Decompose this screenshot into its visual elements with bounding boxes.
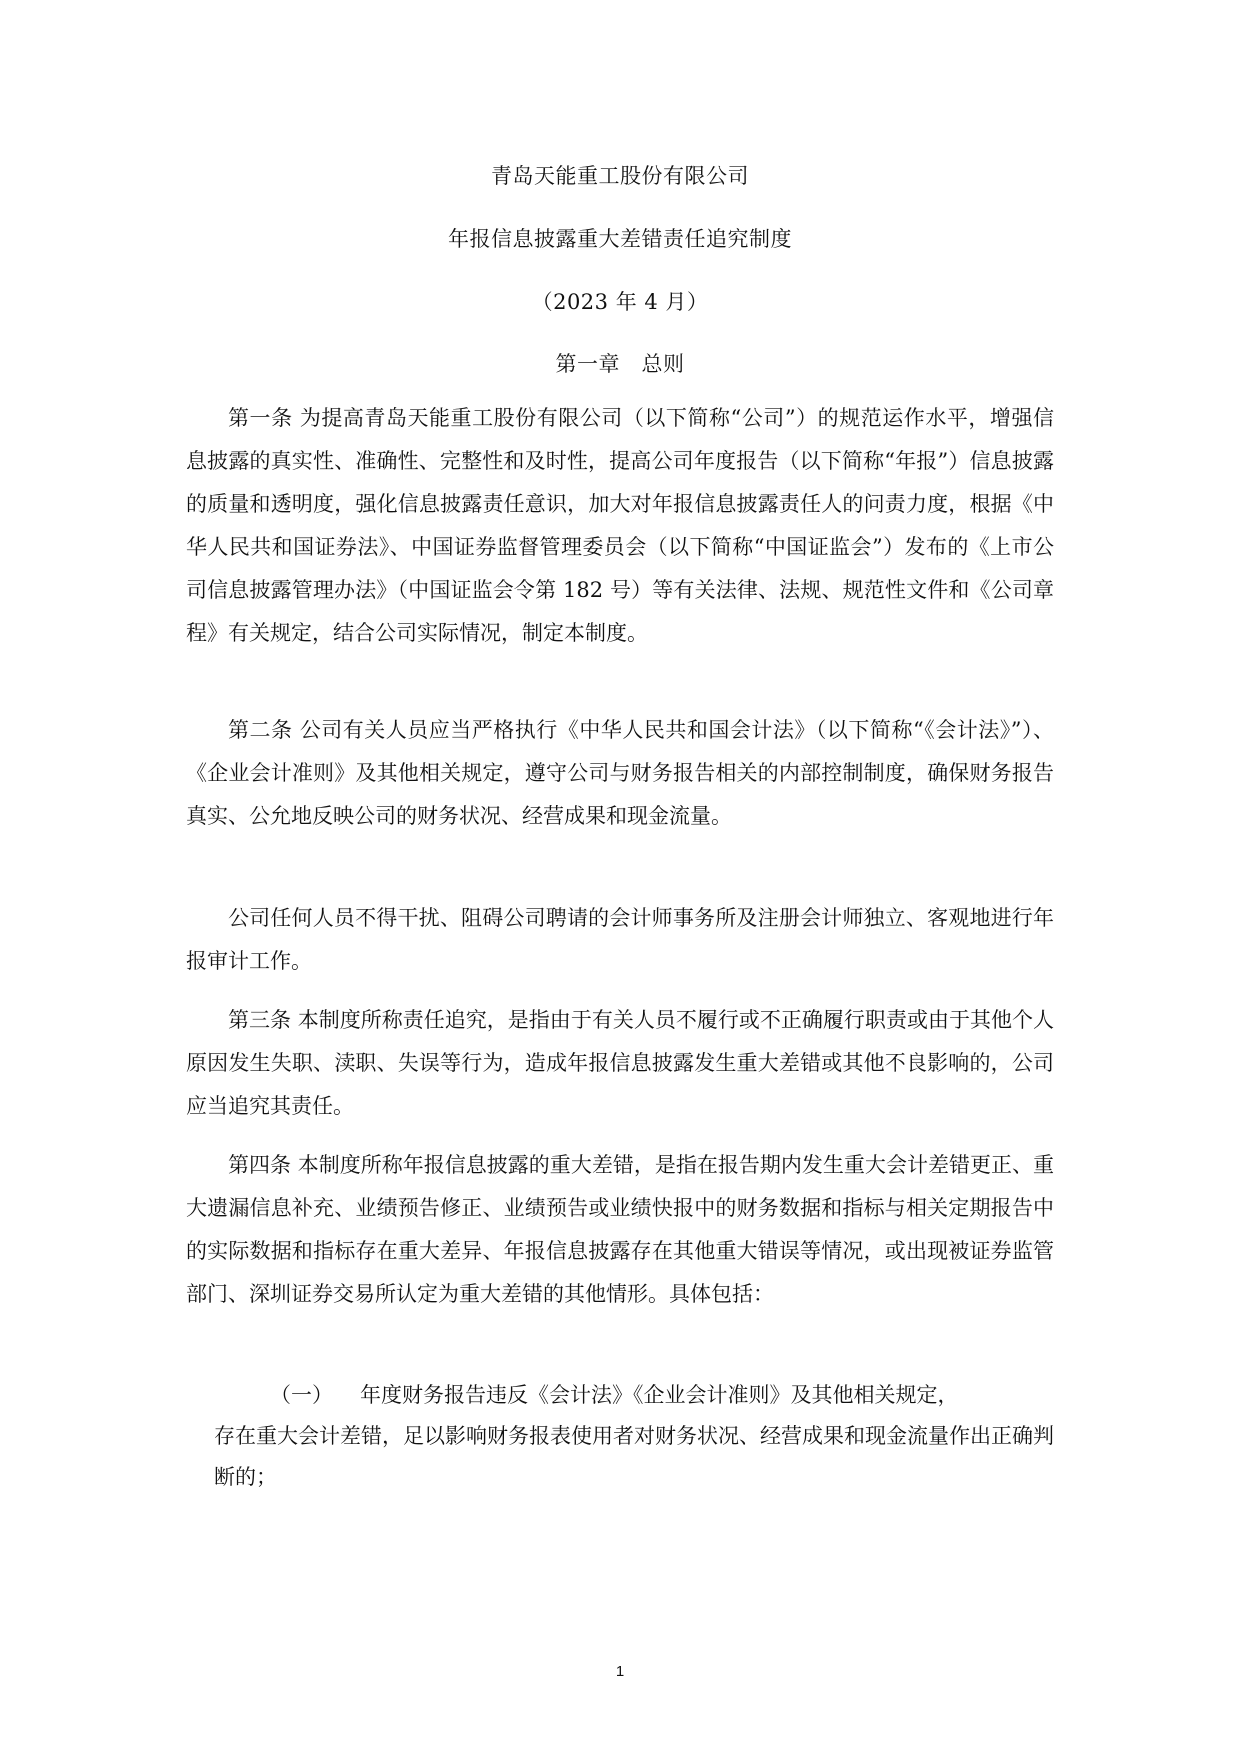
- document-date: （2023 年 4 月）: [531, 290, 709, 314]
- article-2-supplement-paragraph: 公司任何人员不得干扰、阻碍公司聘请的会计师事务所及注册会计师独立、客观地进行年报审计工作。: [186, 906, 1054, 973]
- list-item: [214, 1375, 1062, 1498]
- article-2-paragraph: 第二条 公司有关人员应当严格执行《中华人民共和国会计法》（以下简称“《会计法》”）、《企业会计准则》及其他相关规定，遵守公司与财务报告相关的内部控制制度，确保财务报告真实、公允地反映公司的财务状况、经营成果和现金流量。: [186, 718, 1054, 828]
- document-title: 年报信息披露重大差错责任追究制度: [448, 227, 792, 251]
- page-number: 1: [615, 1663, 625, 1680]
- list-item-text-rest: 存在重大会计差错，足以影响财务报表使用者对财务状况、经营成果和现金流量作出正确判断的；: [214, 1424, 1054, 1489]
- list-item-first-line: [270, 1375, 1062, 1416]
- company-name: 青岛天能重工股份有限公司: [491, 164, 749, 188]
- article-3-paragraph: 第三条 本制度所称责任追究，是指由于有关人员不履行或不正确履行职责或由于其他个人原因发生失职、渎职、失误等行为，造成年报信息披露发生重大差错或其他不良影响的，公司应当追究其责任。: [186, 1008, 1054, 1118]
- chapter-heading: 第一章 总则: [555, 352, 685, 376]
- article-4-paragraph: 第四条 本制度所称年报信息披露的重大差错，是指在报告期内发生重大会计差错更正、重大遗漏信息补充、业绩预告修正、业绩预告或业绩快报中的财务数据和指标与相关定期报告中的实际数据和指标存在重大差异、年报信息披露存在其他重大错误等情况，或出现被证券监管部门、深圳证券交易所认定为重大差错的其他情形。具体包括：: [186, 1153, 1054, 1306]
- list-item-label: （一）: [270, 1383, 333, 1407]
- list-item-text-first: 年度财务报告违反《会计法》《企业会计准则》及其他相关规定，: [360, 1383, 959, 1407]
- article-1-paragraph: 第一条 为提高青岛天能重工股份有限公司（以下简称“公司”）的规范运作水平，增强信息披露的真实性、准确性、完整性和及时性，提高公司年度报告（以下简称“年报”）信息披露的质量和透明度，强化信息披露责任意识，加大对年报信息披露责任人的问责力度，根据《中华人民共和国证券法》、中国证券监督管理委员会（以下简称“中国证监会”）发布的《上市公司信息披露管理办法》（中国证监会令第 182 号）等有关法律、法规、规范性文件和《公司章程》有关规定，结合公司实际情况，制定本制度。: [186, 406, 1054, 645]
